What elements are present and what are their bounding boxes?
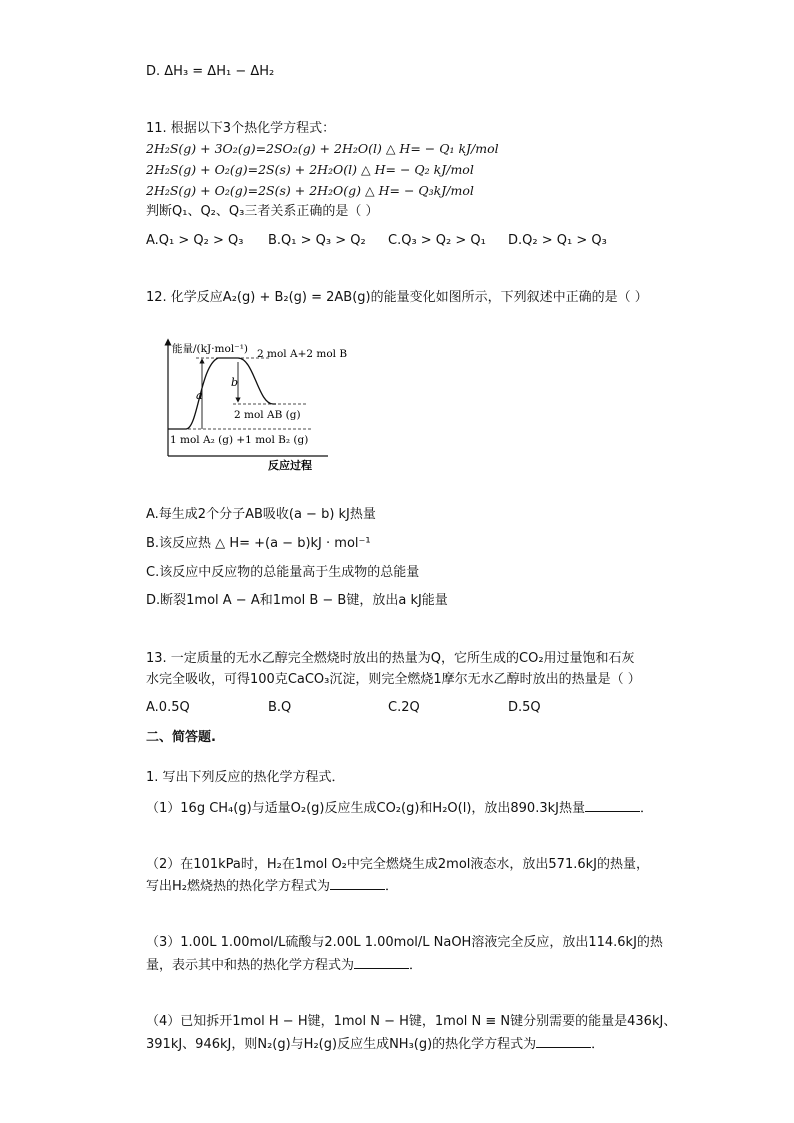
label-a: a xyxy=(196,389,203,402)
q11-option-a: A.Q₁ > Q₂ > Q₃ xyxy=(146,233,244,248)
s1-part-1-end: ． xyxy=(639,801,653,816)
product-level-label: 2 mol AB (g) xyxy=(234,409,301,421)
s1-part-2-text: 写出H₂燃烧热的热化学方程式为 xyxy=(146,879,330,894)
s1-part-3-text: 量，表示其中和热的热化学方程式为 xyxy=(146,958,355,973)
s1-stem: 1. 写出下列反应的热化学方程式． xyxy=(146,770,345,785)
s1-part-2-line-1: （2）在101kPa时，H₂在1mol O₂中完全燃烧生成2mol液态水，放出571.6kJ的热量， xyxy=(146,857,649,872)
s1-part-2-line-2 xyxy=(146,877,398,896)
q11-option-d: D.Q₂ > Q₁ > Q₃ xyxy=(508,233,607,248)
q12-option-a: A.每生成2个分子AB吸收(a − b) kJ热量 xyxy=(146,507,376,522)
s1-part-3-line-2 xyxy=(146,956,422,975)
s1-part-4-end: ． xyxy=(591,1037,605,1052)
q13-option-c: C.2Q xyxy=(388,700,420,715)
x-axis-label: 反应过程 xyxy=(268,459,312,472)
label-b: b xyxy=(231,376,239,389)
q12-option-c: C.该反应中反应物的总能量高于生成物的总能量 xyxy=(146,565,420,580)
s1-part-4-line-1: （4）已知拆开1mol H − H键，1mol N − H键，1mol N ≡ N键分别需要的能量是436kJ、 xyxy=(146,1014,677,1029)
q11-option-b: B.Q₁ > Q₃ > Q₂ xyxy=(268,233,366,248)
q13-option-a: A.0.5Q xyxy=(146,700,190,715)
section-2-title: 二、简答题. xyxy=(146,730,216,745)
top-level-label: 2 mol A+2 mol B xyxy=(257,348,348,360)
answer-blank-1[interactable] xyxy=(585,799,640,812)
s1-part-4-text: 391kJ、946kJ，则N₂(g)与H₂(g)反应生成NH₃(g)的热化学方程式为 xyxy=(146,1037,537,1052)
reactant-level-label: 1 mol A₂ (g) +1 mol B₂ (g) xyxy=(170,434,309,446)
q13-stem-line-2: 水完全吸收，可得100克CaCO₃沉淀，则完全燃烧1摩尔无水乙醇时放出的热量是（ ） xyxy=(146,672,641,687)
q13-option-d: D.5Q xyxy=(508,700,541,715)
q12-stem: 12. 化学反应A₂(g) + B₂(g) = 2AB(g)的能量变化如图所示，下列叙述中正确的是（ ） xyxy=(146,290,648,305)
s1-part-3-line-1: （3）1.00L 1.00mol/L硫酸与2.00L 1.00mol/L NaOH溶液完全反应，放出114.6kJ的热 xyxy=(146,935,663,950)
energy-diagram xyxy=(158,336,348,472)
s1-part-4-line-2 xyxy=(146,1035,604,1054)
answer-blank-4[interactable] xyxy=(536,1035,591,1048)
q12-option-b: B.该反应热 △ H= +(a − b)kJ · mol⁻¹ xyxy=(146,536,371,551)
q13-option-b: B.Q xyxy=(268,700,292,715)
s1-part-1-text: （1）16g CH₄(g)与适量O₂(g)反应生成CO₂(g)和H₂O(l)，放出890.3kJ热量 xyxy=(146,801,585,816)
q10-option-d: D. ΔH₃ = ΔH₁ − ΔH₂ xyxy=(146,64,275,79)
q11-option-c: C.Q₃ > Q₂ > Q₁ xyxy=(388,233,486,248)
q11-equation-2: 2H₂S(g) + O₂(g)=2S(s) + 2H₂O(l) △ H= − Q₂ kJ/mol xyxy=(146,162,474,177)
q13-stem-line-1: 13. 一定质量的无水乙醇完全燃烧时放出的热量为Q，它所生成的CO₂用过量饱和石灰 xyxy=(146,651,635,666)
q11-equation-3: 2H₂S(g) + O₂(g)=2S(s) + 2H₂O(g) △ H= − Q₃kJ/mol xyxy=(146,183,474,198)
s1-part-2-end: ． xyxy=(385,879,399,894)
answer-blank-2[interactable] xyxy=(330,877,385,890)
q11-stem: 11. 根据以下3个热化学方程式： xyxy=(146,121,336,136)
q12-option-d: D.断裂1mol A − A和1mol B − B键，放出a kJ能量 xyxy=(146,593,448,608)
q11-question: 判断Q₁、Q₂、Q₃三者关系正确的是（ ） xyxy=(146,204,379,219)
y-axis-label: 能量/(kJ·mol⁻¹) xyxy=(172,343,249,355)
s1-part-1 xyxy=(146,799,653,818)
q11-equation-1: 2H₂S(g) + 3O₂(g)=2SO₂(g) + 2H₂O(l) △ H= − Q₁ kJ/mol xyxy=(146,141,499,156)
answer-blank-3[interactable] xyxy=(354,956,409,969)
s1-part-3-end: ． xyxy=(409,958,423,973)
